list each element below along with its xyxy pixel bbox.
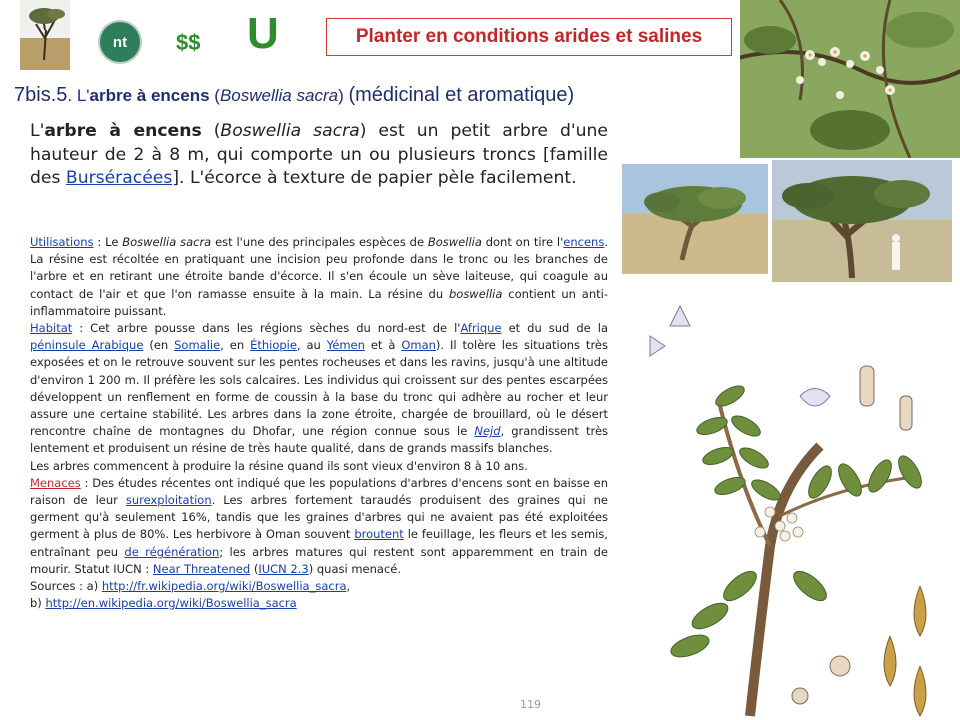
title-paren-close: ) — [338, 86, 349, 105]
threats-text-1: : Des études récentes ont indiqué que les populations d'arbres d'encens sont en baisse en raison de leur — [30, 475, 608, 508]
habitat-label: Habitat — [30, 321, 73, 336]
incense-link[interactable]: encens — [563, 235, 605, 249]
intro-common-name: arbre à encens — [44, 121, 202, 141]
habitat-text-6: et à — [364, 338, 402, 353]
africa-link[interactable]: Afrique — [460, 321, 502, 336]
intro-paragraph — [30, 120, 608, 191]
page-title — [14, 84, 574, 107]
habitat-paragraph — [30, 320, 608, 458]
oman-link[interactable]: Oman — [401, 338, 436, 353]
intro-scientific-name: Boswellia sacra — [220, 121, 360, 141]
category-banner — [326, 18, 732, 56]
regeneration-link[interactable]: de régénération — [124, 544, 220, 559]
intro-text-c: ( — [201, 121, 221, 141]
intro-text-e: ) est un petit arbre d'une hauteur de 2 à 8 m, qui comporte un ou plusieurs troncs [famille des — [30, 121, 609, 188]
uses-text-5: contient un anti-inflammatoire puissant. — [30, 286, 608, 318]
habitat-text-7: ). Il tolère les situations très exposées et on le retrouve souvent sur les pentes rocheuses et dans les ravins, jusqu'à une altitude d'environ 1 200 m. Il préfère les sols calcaires. Les individus qui croissent sur des pentes escarpées développent un renflement en forme de coussin à la base du tronc qui adhère au rocher et leur assure une certaine stabilité. Les arbres dans la zone étroite, chargée de brouillard, où le désert rencontre chaîne de montagnes du Dhofar, une région connue sous le — [30, 338, 608, 439]
somalia-link[interactable]: Somalie — [174, 338, 221, 353]
title-common-name: arbre à encens — [89, 86, 210, 105]
nejd-link[interactable]: Nejd — [474, 424, 501, 439]
resin-age-paragraph: Les arbres commencent à produire la résine quand ils sont vieux d'environ 8 à 10 ans. — [30, 458, 528, 473]
source-link-en[interactable]: http://en.wikipedia.org/wiki/Boswellia_sacra — [45, 596, 297, 611]
uses-label: Utilisations — [30, 235, 94, 249]
source-link-fr[interactable]: http://fr.wikipedia.org/wiki/Boswellia_sacra — [101, 579, 347, 594]
ethiopia-link[interactable]: Éthiopie — [250, 338, 297, 353]
near-threatened-link[interactable]: Near Threatened — [152, 561, 251, 576]
habitat-text-5: , au — [296, 338, 327, 353]
title-tail: (médicinal et aromatique) — [348, 84, 575, 106]
uses-paragraph — [30, 234, 608, 320]
status-letter: U — [247, 9, 279, 58]
iucn-link[interactable]: IUCN 2.3 — [258, 561, 309, 576]
flowers-photo — [740, 0, 960, 158]
habitat-text-1: : Cet arbre pousse dans les régions sèches du nord-est de l' — [72, 321, 461, 336]
botanical-illustration — [620, 286, 960, 720]
uses-text-2: est l'une des principales espèces de — [211, 235, 428, 249]
category-banner-text: Planter en conditions arides et salines — [355, 26, 703, 47]
intro-text-a: L' — [30, 121, 45, 141]
uses-sci-2: Boswellia — [427, 235, 482, 249]
family-link[interactable]: Burséracées — [65, 168, 173, 188]
tree-photo-1 — [622, 164, 768, 274]
uses-sci-3: boswellia — [448, 286, 503, 301]
threats-text-3: le feuillage, les fleurs et les semis, entraînant peu — [30, 527, 609, 559]
yemen-link[interactable]: Yémen — [326, 338, 365, 353]
threats-text-4: ; les arbres matures qui restent sont apparemment en train de mourir. Statut IUCN : — [30, 544, 608, 576]
sources-comma: , — [346, 579, 351, 594]
habitat-thumbnail-image — [20, 0, 70, 70]
sources-line-a — [30, 578, 608, 595]
threats-text-6: ) quasi menacé. — [308, 561, 402, 576]
title-dot: . — [67, 86, 73, 105]
title-paren-open: ( — [209, 86, 220, 105]
uses-text-3: dont on tire l' — [481, 235, 564, 249]
uses-text-1: : Le — [93, 235, 123, 249]
habitat-text-3: (en — [143, 338, 175, 353]
title-scientific-name: Boswellia sacra — [219, 86, 339, 105]
threats-paragraph — [30, 475, 608, 578]
iucn-nt-badge — [100, 22, 140, 62]
sources-line-b — [30, 595, 608, 612]
title-article: L' — [72, 86, 90, 105]
threats-label: Menaces — [30, 475, 81, 490]
body-text — [30, 234, 608, 612]
intro-text-f: ]. L'écorce à texture de papier pèle facilement. — [172, 168, 577, 188]
iucn-nt-label: nt — [112, 33, 128, 51]
threats-text-5: ( — [250, 561, 259, 576]
habitat-text-4: , en — [220, 338, 251, 353]
browse-link[interactable]: broutent — [354, 527, 404, 542]
uses-sci-1: Boswellia sacra — [122, 235, 212, 249]
overexploitation-link[interactable]: surexploitation — [125, 493, 212, 508]
habitat-text-2: et du sud de la — [501, 321, 608, 336]
cost-indicator: $$ — [176, 30, 201, 55]
sources-b-label: b) — [30, 596, 46, 611]
sources-label: Sources : a) — [30, 579, 102, 594]
habitat-text-8: , grandissent très lentement et produisent un résine de très haute qualité, dans de grands massifs blanches. — [30, 424, 609, 456]
page-number: 119 — [520, 698, 541, 711]
threats-text-2: . Les arbres fortement taraudés produisent des graines qui ne germent qu'à seulement 16%, tandis que les graines d'arbres qui ne avaient pas été exploitées germent à plus de 80%. Les herbivore à Oman souvent — [30, 493, 608, 542]
arabian-peninsula-link[interactable]: péninsule Arabique — [30, 338, 144, 353]
uses-text-4: . La résine est récoltée en pratiquant une incision peu profonde dans le tronc ou les branches de l'arbre et en retirant une étroite bande d'écorce. Il s'en écoule un sève laiteuse, qui coagule au contact de l'air et que l'on ramasse ensuite à la main. La résine du — [30, 235, 608, 301]
title-number: 7bis.5 — [14, 84, 68, 106]
tree-photo-2 — [772, 160, 952, 282]
